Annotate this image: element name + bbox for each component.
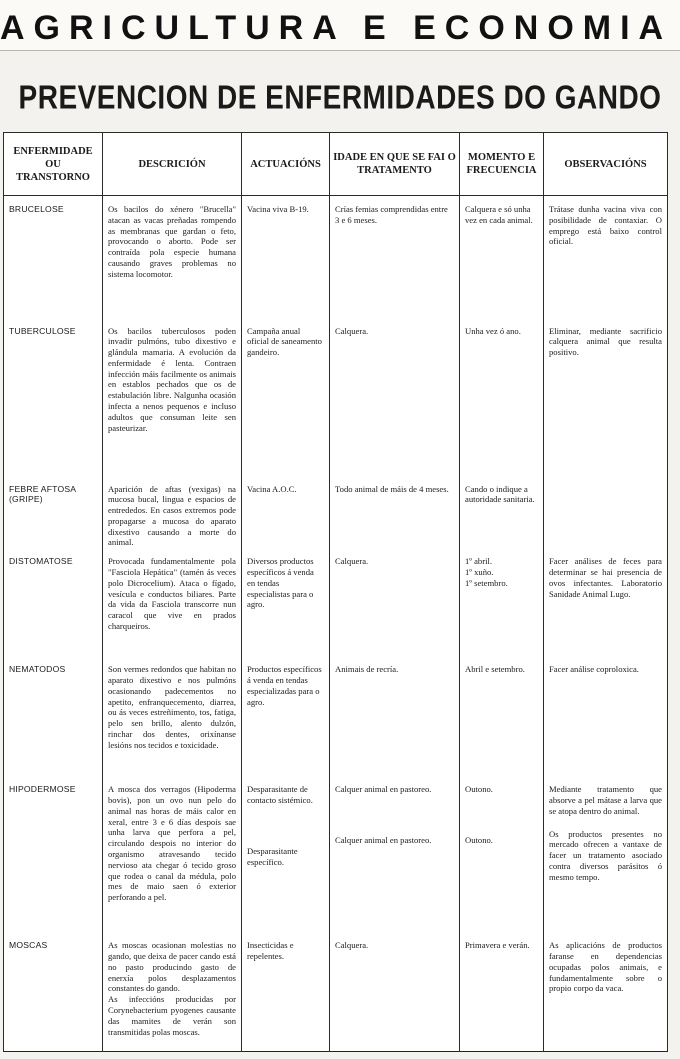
disease-name: HIPODERMOSE (4, 776, 103, 932)
treatment-age: Calquer animal en pastoreo. (335, 835, 432, 846)
treatment-timing: Calquera e só unha vez en cada animal. (460, 196, 544, 318)
disease-name: MOSCAS (4, 932, 103, 1051)
disease-description: Os bacilos do xénero "Brucella" atacan as vacas preñadas rompendo as membranas que gardan o feto, provocando o aborto. Pode ser contraída pola especie humana causando graves problemas no sistema locomotor. (103, 196, 242, 318)
column-header-disease: ENFERMIDADE OU TRANSTORNO (4, 133, 103, 196)
disease-name: BRUCELOSE (4, 196, 103, 318)
column-header-age: IDADE EN QUE SE FAI O TRATAMENTO (330, 133, 460, 196)
table-row-febre-aftosa (4, 476, 668, 549)
disease-actions: Desparasitante de contacto sistémico. (247, 784, 313, 806)
table-row-moscas (4, 932, 668, 1051)
table-row-hipodermose (4, 776, 668, 932)
disease-notes: Os productos presentes no mercado ofrecen a vantaxe de facer un tratamento asociado contra diversos parásitos ó mesmo tempo. (549, 828, 662, 882)
treatment-timing: Outono. (465, 835, 493, 846)
treatment-age: Calquera. (330, 318, 460, 476)
disease-actions: Diversos productos específicos á venda en tendas especialistas para o agro. (242, 548, 330, 656)
disease-actions: Desparasitante específico. (247, 845, 298, 867)
disease-actions: Productos específicos á venda en tendas especializadas para o agro. (242, 656, 330, 776)
disease-actions: Insecticidas e repelentes. (242, 932, 330, 1051)
treatment-timing: Cando o indique a autoridade sanitaria. (460, 476, 544, 549)
column-header-description: DESCRICIÓN (103, 133, 242, 196)
treatment-timing: Outono. (465, 784, 493, 795)
disease-notes (544, 476, 668, 549)
column-header-actions: ACTUACIÓNS (242, 133, 330, 196)
page-title: PREVENCION DE ENFERMIDADES DO GANDO (18, 79, 662, 116)
disease-notes: Facer análises de feces para determinar se hai presencia de ovos infectantes. Laboratorio Sanidade Animal Lugo. (544, 548, 668, 656)
treatment-age: Animais de recría. (330, 656, 460, 776)
disease-notes-cell (544, 776, 668, 932)
disease-name: DISTOMATOSE (4, 548, 103, 656)
table-row-brucelose (4, 196, 668, 318)
disease-name: NEMATODOS (4, 656, 103, 776)
disease-actions: Vacina A.O.C. (242, 476, 330, 549)
timing-date: 1º xuño. (465, 567, 494, 578)
disease-notes: Facer análise coproloxica. (544, 656, 668, 776)
treatment-timing: Abril e setembro. (460, 656, 544, 776)
disease-description: As infeccións producidas por Corynebacterium pyogenes causante das mamites de verán son transmitidas polas moscas. (108, 994, 236, 1037)
disease-notes: Eliminar, mediante sacrificio calquera animal que resulta positivo. (544, 318, 668, 476)
treatment-age: Calquer animal en pastoreo. (335, 784, 432, 795)
disease-description: Son vermes redondos que habitan no aparato dixestivo e nos pulmóns ocasionando padecementos no apetito, enfranquecemento, diarrea, ou ás veces estreñimento, tos, fatiga, pelo sen brillo, alento dulzón, rinchar dos dentes, orixínanse lesións nos tecidos e toxicidade. (103, 656, 242, 776)
disease-description: A mosca dos verragos (Hipoderma bovis), pon un ovo nun pelo do animal nas horas de máis calor en xeral, entre 3 e 6 días despois sae unha larva que perfora a pel, circulando despois no interior do organismo atravesando tecido nervioso ata chegar ó tecido groso que rodea o canal da médula, polo mes de maio saen ó exterior perforando a pel. (103, 776, 242, 932)
disease-actions: Campaña anual oficial de saneamento gandeiro. (242, 318, 330, 476)
treatment-timing-cell (460, 776, 544, 932)
disease-notes: Trátase dunha vacina viva con posibilidade de contaxiar. O emprego está baixo control oficial. (544, 196, 668, 318)
table-header-row (4, 133, 668, 196)
disease-description: Aparición de aftas (vexigas) na mucosa bucal, lingua e espacios de entrededos. En casos extremos pode propagarse a mucosa do aparato dixestivo causando a morte do animal. (103, 476, 242, 549)
disease-name: FEBRE AFTOSA (GRIPE) (4, 476, 103, 549)
table-row-nematodos (4, 656, 668, 776)
disease-notes: Mediante tratamento que absorve a pel mátase a larva que se atopa dentro do animal. (549, 784, 662, 816)
treatment-age: Todo animal de máis de 4 meses. (330, 476, 460, 549)
treatment-age: Crías femias comprendidas entre 3 e 6 meses. (330, 196, 460, 318)
disease-description: Os bacilos tuberculosos poden invadir pulmóns, tubo dixestivo e glándula mamaria. A evolución da enfermidade é lenta. Contraen infección máis facilmente os animais en establos pechados que os de estabulación libre. Nalgunha ocasión infecta a nenos pequenos e incluso adultos que consuman leite sen pasteurizar. (103, 318, 242, 476)
treatment-age-cell (330, 776, 460, 932)
treatment-timing: Primavera e verán. (460, 932, 544, 1051)
treatment-timing: Unha vez ó ano. (460, 318, 544, 476)
treatment-age: Calquera. (330, 548, 460, 656)
column-header-notes: OBSERVACIÓNS (544, 133, 668, 196)
disease-description-cell (103, 932, 242, 1051)
table-row-distomatose (4, 548, 668, 656)
table-row-tuberculose (4, 318, 668, 476)
column-header-timing: MOMENTO E FRECUENCIA (460, 133, 544, 196)
disease-prevention-table (3, 132, 668, 1052)
disease-notes: As aplicacións de productos faranse en dependencias ocupadas polos animais, e fundamentalmente sobre o propio corpo da vaca. (544, 932, 668, 1051)
disease-description: Provocada fundamentalmente pola "Fasciola Hepática" (tamén ás veces polo Dicrocelium). Ataca o fígado, vesícula e conductos biliares. Parte da vida da Fasciola transcorre nun caracol que vive en prados charqueiros. (103, 548, 242, 656)
treatment-timing-cell (460, 548, 544, 656)
timing-date: 1º abril. (465, 556, 493, 567)
treatment-age: Calquera. (330, 932, 460, 1051)
disease-actions: Vacina viva B-19. (242, 196, 330, 318)
disease-actions-cell (242, 776, 330, 932)
timing-date: 1º setembro. (465, 577, 508, 588)
disease-name: TUBERCULOSE (4, 318, 103, 476)
disease-description: As moscas ocasionan molestias no gando, que deixa de pacer cando está no pasto producindo gasto de enerxía polos desplazamentos constantes do gando. (108, 940, 236, 994)
section-title: AGRICULTURA E ECONOMIA (0, 9, 673, 47)
